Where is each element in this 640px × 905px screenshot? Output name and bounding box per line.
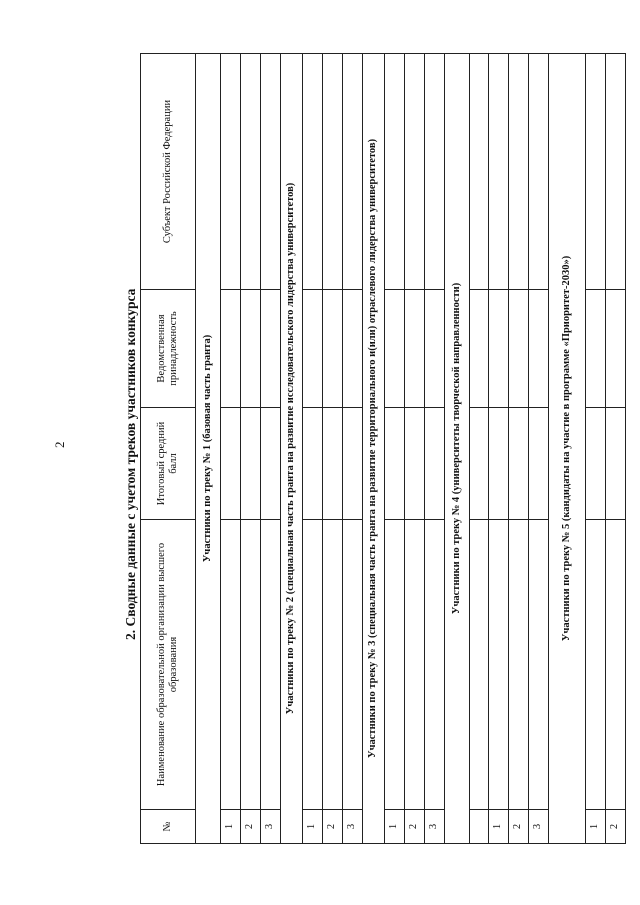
table-header-row [141, 54, 196, 844]
track-3-heading-row [363, 54, 385, 844]
track-4-heading-row [445, 54, 470, 844]
header-dept: Ведомственная принадлежность [141, 290, 196, 408]
table-row [323, 54, 343, 844]
track-5-title: Участники по треку № 5 (кандидаты на участие в программе «Приоритет-2030») [549, 54, 586, 844]
header-name: Наименование образовательной организации высшего образования [141, 520, 196, 810]
track-1-heading-row [196, 54, 221, 844]
row-number: 1 [489, 810, 509, 844]
row-number: 2 [606, 810, 626, 844]
row-number: 3 [261, 810, 281, 844]
row-number: 1 [385, 810, 405, 844]
row-number: 3 [343, 810, 363, 844]
section-title: 2. Сводные данные с учетом треков участников конкурса [123, 288, 138, 640]
table-row [303, 54, 323, 844]
track-3-title: Участники по треку № 3 (специальная часть гранта на развитие территориального и(или) отраслевого лидерства университетов) [363, 54, 385, 844]
row-number: 2 [509, 810, 529, 844]
summary-table-container [140, 54, 621, 844]
summary-table [140, 53, 626, 844]
header-region: Субъект Российской Федерации [141, 54, 196, 290]
row-number: 3 [529, 810, 549, 844]
table-row [586, 54, 606, 844]
track-4-title: Участники по треку № 4 (университеты творческой направленности) [445, 54, 470, 844]
track-5-heading-row [549, 54, 586, 844]
table-row [489, 54, 509, 844]
table-row [470, 54, 489, 844]
row-number: 2 [323, 810, 343, 844]
table-row [343, 54, 363, 844]
table-row [221, 54, 241, 844]
table-row [529, 54, 549, 844]
table-row [509, 54, 529, 844]
table-row [261, 54, 281, 844]
table-row [405, 54, 425, 844]
track-2-title: Участники по треку № 2 (специальная часть гранта на развитие исследовательского лидерства университетов) [281, 54, 303, 844]
track-2-heading-row [281, 54, 303, 844]
table-row [425, 54, 445, 844]
table-row [241, 54, 261, 844]
row-number: 1 [586, 810, 606, 844]
table-row [606, 54, 626, 844]
row-number: 1 [221, 810, 241, 844]
row-number: 1 [303, 810, 323, 844]
header-num: № [141, 810, 196, 844]
table-row [385, 54, 405, 844]
track-1-title: Участники по треку № 1 (базовая часть гранта) [196, 54, 221, 844]
row-number: 2 [405, 810, 425, 844]
header-score: Итоговый средний балл [141, 408, 196, 520]
row-number: 3 [425, 810, 445, 844]
row-number: 2 [241, 810, 261, 844]
page-number: 2 [52, 441, 67, 448]
